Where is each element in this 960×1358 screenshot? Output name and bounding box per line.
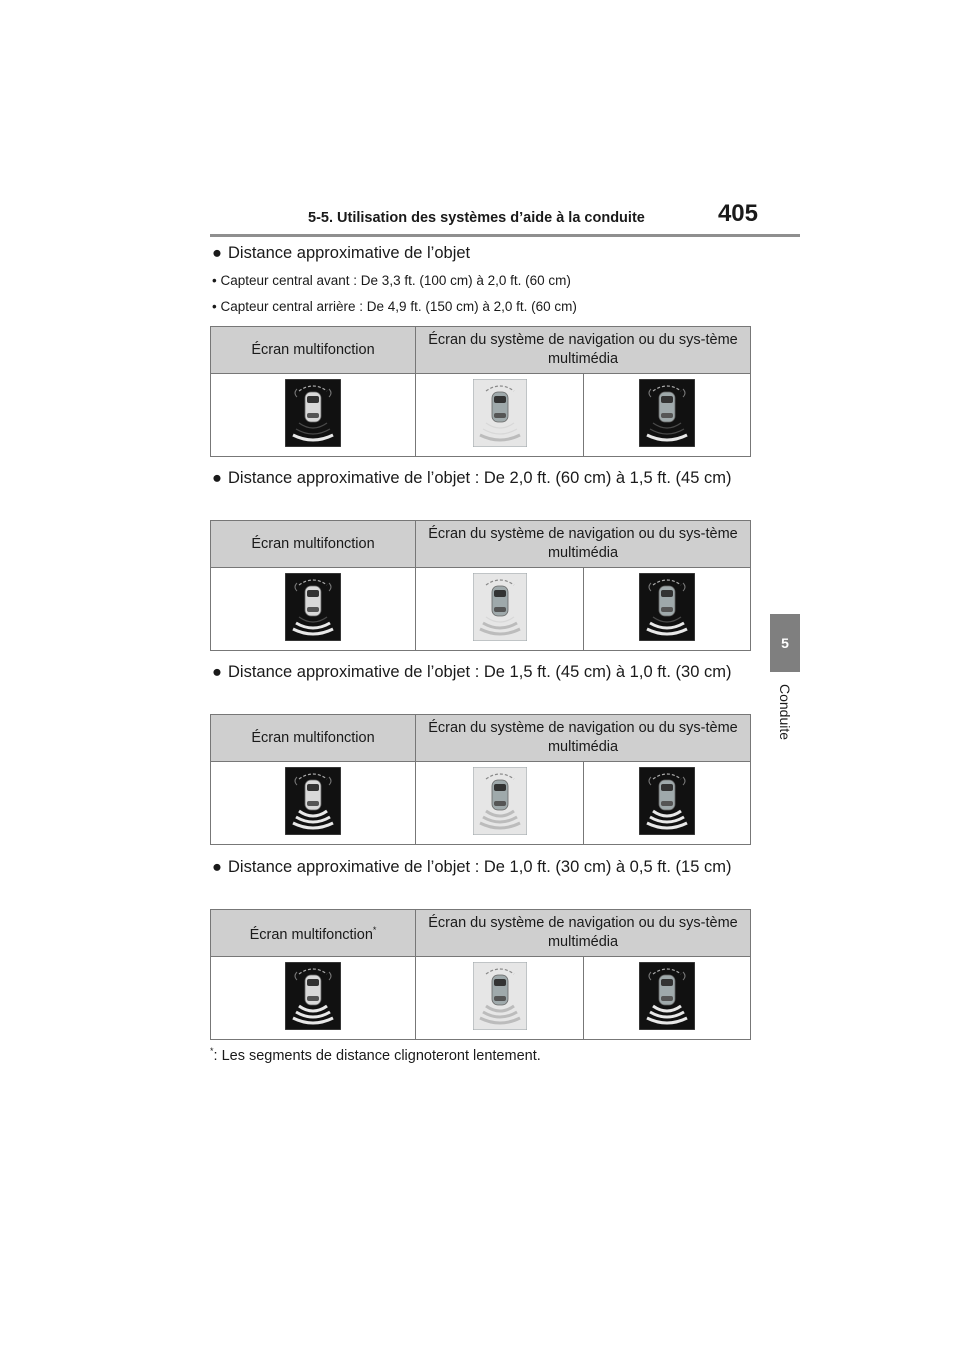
multimedia-display-image [584, 762, 751, 845]
multimedia-display-image [584, 568, 751, 651]
bullet-icon: ● [212, 663, 222, 681]
bullet-icon: ● [212, 469, 222, 487]
col-header-navigation: Écran du système de navigation ou du sys-tème multimédia [416, 327, 751, 374]
chapter-label: Conduite [777, 684, 793, 741]
col-header-multi-info: Écran multifonction* [211, 910, 416, 957]
block-heading-2: ● Distance approximative de l’objet : De 2,0 ft. (60 cm) à 1,5 ft. (45 cm) [212, 469, 732, 487]
navigation-sensor-icon [416, 962, 583, 1035]
display-table-3 [210, 714, 751, 845]
multi-info-sensor-icon [211, 573, 415, 646]
display-table-2 [210, 520, 751, 651]
section-title: 5-5. Utilisation des systèmes d’aide à la conduite [308, 210, 645, 226]
multimedia-display-image [584, 957, 751, 1040]
multi-info-sensor-icon [211, 767, 415, 840]
multimedia-sensor-icon [584, 962, 750, 1035]
bullet-icon: ● [212, 244, 222, 262]
col-header-multi-info: Écran multifonction [211, 327, 416, 374]
navigation-sensor-icon [416, 379, 583, 452]
col-header-navigation: Écran du système de navigation ou du sys-tème multimédia [416, 521, 751, 568]
block-heading-3: ● Distance approximative de l’objet : De 1,5 ft. (45 cm) à 1,0 ft. (30 cm) [212, 663, 732, 681]
navigation-sensor-icon [416, 573, 583, 646]
multi-info-display-image [211, 957, 416, 1040]
bullet-icon: ● [212, 858, 222, 876]
multi-info-display-image [211, 568, 416, 651]
footnote-marker: * [372, 925, 377, 936]
multimedia-display-image [584, 374, 751, 457]
col-header-navigation: Écran du système de navigation ou du sys-tème multimédia [416, 715, 751, 762]
block-heading-1: ● Distance approximative de l’objet [212, 244, 471, 262]
page-number: 405 [717, 200, 758, 227]
multi-info-sensor-icon [211, 379, 415, 452]
chapter-tab[interactable]: 5 [770, 614, 800, 672]
col-header-multi-info: Écran multifonction [211, 715, 416, 762]
multimedia-sensor-icon [584, 379, 750, 452]
multimedia-sensor-icon [584, 767, 750, 840]
navigation-display-image [416, 568, 584, 651]
navigation-display-image [416, 374, 584, 457]
multi-info-sensor-icon [211, 962, 415, 1035]
col-header-navigation: Écran du système de navigation ou du sys-tème multimédia [416, 910, 751, 957]
navigation-display-image [416, 957, 584, 1040]
multimedia-sensor-icon [584, 573, 750, 646]
navigation-sensor-icon [416, 767, 583, 840]
multi-info-display-image [211, 374, 416, 457]
display-table-1 [210, 326, 751, 457]
note-front-sensor: • Capteur central avant : De 3,3 ft. (100 cm) à 2,0 ft. (60 cm) [212, 273, 571, 288]
footnote: *: Les segments de distance clignoteront lentement. [210, 1046, 541, 1064]
navigation-display-image [416, 762, 584, 845]
multi-info-display-image [211, 762, 416, 845]
col-header-multi-info: Écran multifonction [211, 521, 416, 568]
note-rear-sensor: • Capteur central arrière : De 4,9 ft. (150 cm) à 2,0 ft. (60 cm) [212, 299, 577, 314]
footnote-marker: * [210, 1046, 214, 1056]
display-table-4 [210, 909, 751, 1040]
page-header [210, 198, 800, 237]
block-heading-4: ● Distance approximative de l’objet : De 1,0 ft. (30 cm) à 0,5 ft. (15 cm) [212, 858, 732, 876]
